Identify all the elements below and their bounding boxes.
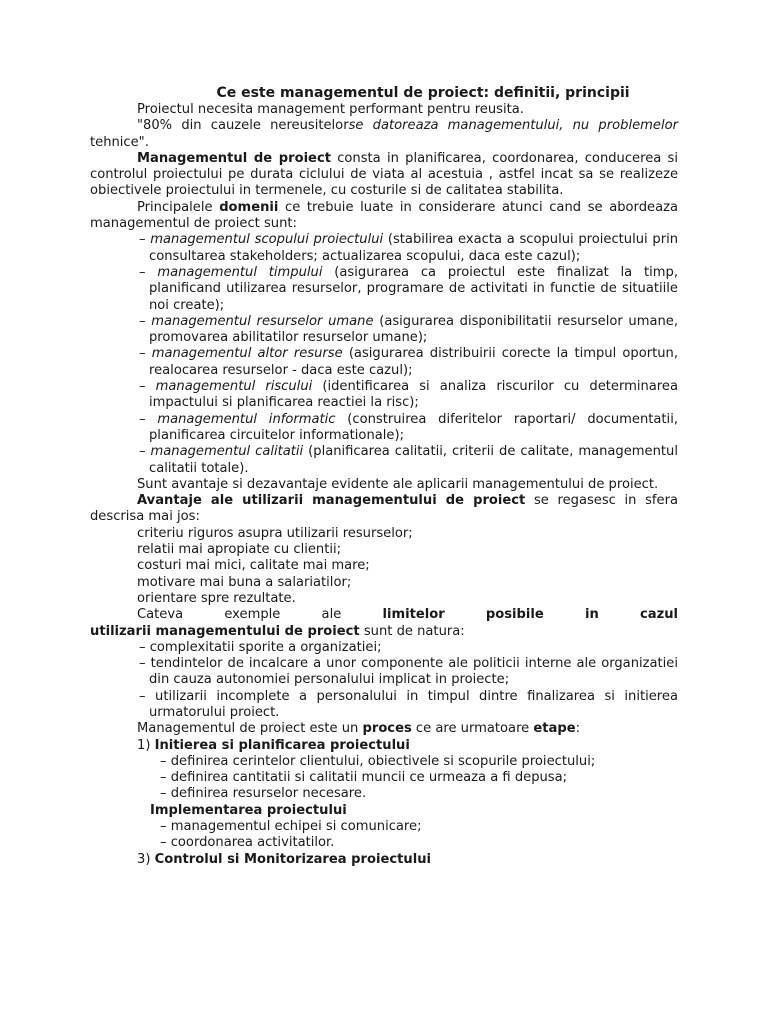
process-text-a: Managementul de proiect este un: [137, 721, 363, 737]
paragraph-process: [90, 721, 678, 737]
domain-name: managementul scopului proiectului: [150, 232, 384, 248]
quote-italic: se datoreaza managementului, nu: [348, 118, 590, 134]
domain-item: [90, 379, 678, 412]
paragraph-domains: [90, 200, 678, 233]
limit-text: tendintelor de incalcare a unor componente ale politicii interne ale organizatiei din cauza autonomiei personalului implicat in proiecte;: [149, 656, 678, 688]
advantage-item: costuri mai mici, calitate mai mare;: [137, 558, 370, 574]
limits-text: sunt de natura:: [359, 623, 465, 639]
paragraph-pros-cons: Sunt avantaje si dezavantaje evidente ale aplicarii managementului de proiect.: [137, 476, 659, 492]
dash-bullet: –: [160, 786, 171, 802]
domain-item: [90, 314, 678, 347]
stage-title: Implementarea proiectului: [150, 802, 347, 818]
dash-bullet: –: [139, 656, 151, 672]
stage-item-text: definirea cantitatii si calitatii muncii ce urmeaza a fi depusa;: [170, 770, 568, 786]
stage-item-text: definirea cerintelor clientului, obiectivele si scopurile proiectului;: [170, 753, 596, 769]
stage-1-item: [90, 770, 678, 786]
paragraph-advantages: [90, 493, 678, 526]
limits-term: in: [584, 607, 599, 623]
domain-name: managementul riscului: [155, 379, 313, 395]
advantage-item: motivare mai buna a salariatilor;: [137, 574, 352, 590]
advantage-item: relatii mai apropiate cu clientii;: [137, 542, 342, 558]
advantages-term: Avantaje ale utilizarii managementului de proiect: [137, 493, 526, 509]
process-term: proces: [362, 721, 412, 737]
stage-item-text: definirea resurselor necesare.: [170, 786, 367, 802]
stage-number: 3): [137, 851, 155, 867]
dash-bullet: –: [139, 264, 158, 280]
quote-end: tehnice".: [90, 134, 149, 150]
dash-bullet: –: [139, 688, 156, 704]
limits-word: Cateva: [137, 607, 184, 623]
domain-desc: (asigurarea distribuirii corecte la timpul oportun, realocarea resurselor - daca este cazul);: [149, 346, 678, 378]
limits-term: posibile: [485, 607, 544, 623]
stage-1-item: [90, 754, 678, 770]
limits-word: exemple: [224, 607, 281, 623]
domain-desc: (asigurarea disponibilitatii resurselor umane, promovarea abilitatilor resurselor umane);: [149, 313, 678, 346]
quote-start: "80% din cauzele nereusitelor: [137, 118, 349, 134]
stage-item-text: managementul echipei si comunicare;: [170, 819, 422, 835]
document-title: Ce este managementul de proiect: definitii, principii: [216, 85, 630, 101]
dash-bullet: –: [160, 819, 171, 835]
dash-bullet: –: [139, 313, 152, 329]
limits-term: limitelor: [382, 607, 445, 623]
limits-list: [90, 640, 678, 721]
dash-bullet: –: [139, 444, 151, 460]
advantage-item: orientare spre rezultate.: [137, 590, 296, 606]
domain-desc: (asigurarea ca proiectul este finalizat la timp, planificand utilizarea resurselor, programare de activitati in functie de situatiile noi create);: [149, 264, 678, 313]
stage-title: Initierea si planificarea proiectului: [154, 737, 410, 753]
dash-bullet: –: [139, 639, 150, 655]
paragraph-intro: Proiectul necesita management performant pentru reusita.: [137, 102, 524, 117]
advantage-item: criteriu riguros asupra utilizarii resurselor;: [137, 525, 413, 541]
stage-number: 1): [137, 737, 155, 753]
domain-item: [90, 346, 678, 379]
stage-1-heading: [90, 738, 678, 754]
advantages-text: se regasesc in sfera descrisa mai jos:: [90, 493, 678, 525]
dash-bullet: –: [139, 379, 156, 395]
dash-bullet: –: [139, 232, 151, 248]
limit-item: [90, 689, 678, 722]
quote-italic-2: problemelor: [598, 118, 678, 134]
domain-desc: (planificarea calitatii, criterii de calitate, managementul calitatii totale).: [149, 444, 678, 476]
domain-name: managementul resurselor umane: [151, 313, 374, 329]
dash-bullet: –: [160, 753, 171, 769]
domains-intro-a: Principalele: [137, 199, 220, 215]
limit-text: complexitatii sporite a organizatiei;: [149, 639, 382, 655]
dash-bullet: –: [139, 346, 152, 362]
domain-desc: (construirea diferitelor raportari/ documentatii, planificarea circuitelor informationale);: [149, 411, 678, 443]
domain-item: [90, 265, 678, 314]
limits-word: ale: [321, 607, 383, 623]
limit-item: [90, 656, 678, 689]
process-text-b: ce are urmatoare: [411, 721, 534, 737]
dash-bullet: –: [160, 835, 171, 851]
process-term-2: etape: [533, 721, 576, 737]
domains-list: [90, 232, 678, 476]
advantages-list: [90, 526, 678, 607]
stage-2-item: [90, 835, 678, 851]
stage-2-heading: [90, 803, 678, 819]
domain-item: [90, 444, 678, 477]
domain-name: managementul informatic: [157, 411, 336, 427]
domains-term: domenii: [219, 199, 279, 215]
paragraph-definition: [90, 151, 678, 200]
stage-title: Controlul si Monitorizarea proiectului: [154, 851, 432, 867]
domain-desc: (stabilirea exacta a scopului proiectului prin consultarea stakeholders; actualizarea scopului, daca este cazul);: [149, 232, 679, 264]
dash-bullet: –: [160, 770, 171, 786]
stage-1-item: [90, 786, 678, 802]
domain-name: managementul timpului: [157, 264, 323, 280]
paragraph-quote: [90, 118, 678, 151]
dash-bullet: –: [139, 411, 158, 427]
domain-name: managementul altor resurse: [151, 346, 343, 362]
definition-term: Managementul de proiect: [137, 150, 331, 166]
limits-term: cazul: [639, 607, 678, 623]
stage-2-item: [90, 819, 678, 835]
limit-text: utilizarii incomplete a personalului in timpul dintre finalizarea si initierea urmatorului proiect.: [149, 688, 678, 720]
domain-desc: (identificarea si analiza riscurilor cu determinarea impactului si planificarea reactiei la risc);: [149, 379, 678, 411]
stage-3-heading: [90, 852, 678, 868]
limits-term-2: utilizarii managementului de proiect: [90, 623, 360, 639]
paragraph-limits-line2: [90, 624, 678, 640]
domain-name: managementul calitatii: [150, 444, 304, 460]
domain-item: [90, 232, 678, 265]
domains-intro-b: ce trebuie luate in considerare atunci cand se abordeaza managementul de proiect sunt:: [90, 199, 678, 232]
stage-item-text: coordonarea activitatilor.: [170, 835, 335, 851]
definition-text: consta in planificarea, coordonarea, conducerea si controlul proiectului pe durata ciclului de viata al acestuia , astfel incat sa se realizeze obiectivele proiectului in termenele, cu costurile si de calitatea stabilita.: [90, 150, 678, 199]
paragraph-limits-line1: [90, 607, 678, 623]
domain-item: [90, 412, 678, 445]
limit-item: [90, 640, 678, 656]
process-text-c: :: [575, 721, 581, 737]
